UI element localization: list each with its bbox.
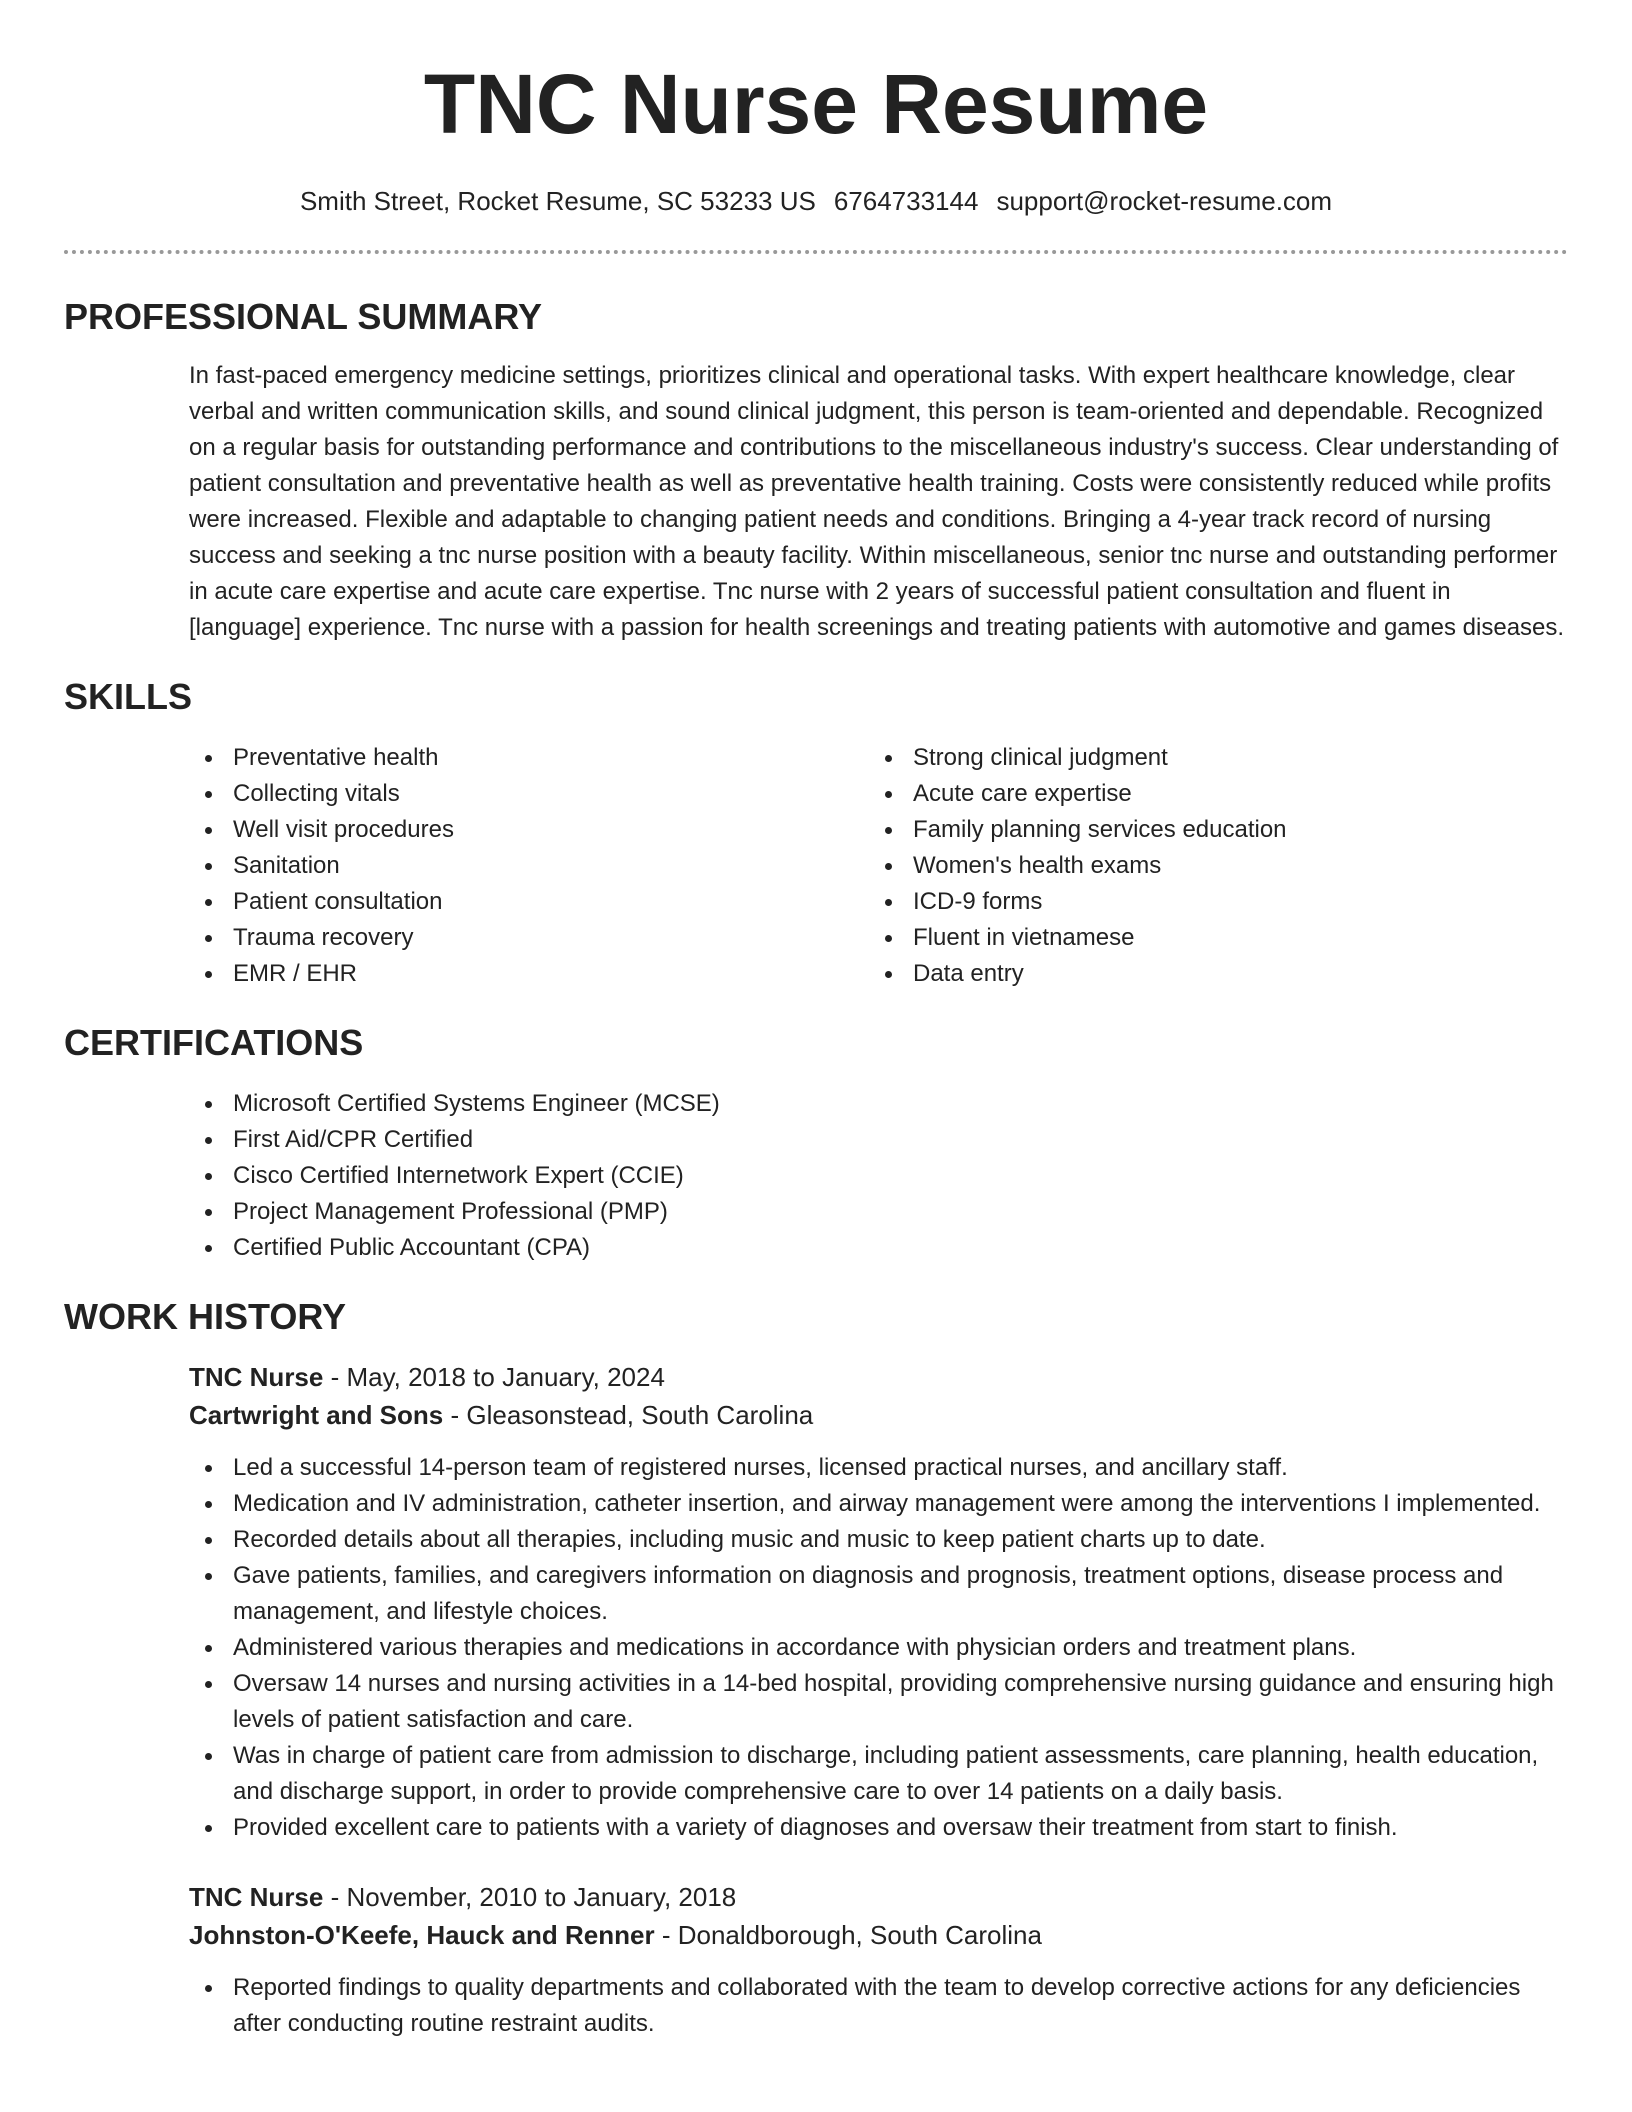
job-bullets [189, 1450, 1568, 1846]
job-bullet: Administered various therapies and medications in accordance with physician orders and treatment plans. [189, 1630, 1568, 1666]
certification-item: Cisco Certified Internetwork Expert (CCIE) [189, 1158, 1568, 1194]
skill-item: Preventative health [189, 740, 869, 776]
skills-column-left [189, 740, 869, 992]
job-bullet: Medication and IV administration, catheter insertion, and airway management were among the interventions I implemented. [189, 1486, 1568, 1522]
certifications-heading: CERTIFICATIONS [64, 1022, 364, 1063]
job-bullet: Gave patients, families, and caregivers information on diagnosis and prognosis, treatment options, disease process and management, and lifestyle choices. [189, 1558, 1568, 1630]
skill-item: Data entry [869, 956, 1549, 992]
certification-item: Microsoft Certified Systems Engineer (MCSE) [189, 1086, 1568, 1122]
skill-item: Fluent in vietnamese [869, 920, 1549, 956]
job-bullet: Recorded details about all therapies, including music and music to keep patient charts up to date. [189, 1522, 1568, 1558]
certifications-list [189, 1086, 1568, 1266]
job-bullet: Provided excellent care to patients with a variety of diagnoses and oversaw their treatment from start to finish. [189, 1810, 1568, 1846]
job-company-line [189, 1916, 1568, 1954]
skill-item: Sanitation [189, 848, 869, 884]
job-location: - Gleasonstead, South Carolina [443, 1400, 814, 1430]
skills-column-right [869, 740, 1549, 992]
job-bullet: Was in charge of patient care from admission to discharge, including patient assessments, care planning, health education, and discharge support, in order to provide comprehensive care to over 14 patients on a daily basis. [189, 1738, 1568, 1810]
work-history-section [0, 1358, 1632, 2042]
skill-item: Acute care expertise [869, 776, 1549, 812]
certification-item: Certified Public Accountant (CPA) [189, 1230, 1568, 1266]
skill-item: ICD-9 forms [869, 884, 1549, 920]
job-bullet: Led a successful 14-person team of registered nurses, licensed practical nurses, and ancillary staff. [189, 1450, 1568, 1486]
skill-item: Patient consultation [189, 884, 869, 920]
job-bullet: Oversaw 14 nurses and nursing activities in a 14-bed hospital, providing comprehensive nursing guidance and ensuring high levels of patient satisfaction and care. [189, 1666, 1568, 1738]
job-title-line [189, 1878, 1568, 1916]
job-dates: - November, 2010 to January, 2018 [323, 1882, 737, 1912]
job-role: TNC Nurse [189, 1362, 324, 1392]
job-bullet: Reported findings to quality departments and collaborated with the team to develop corrective actions for any deficiencies after conducting routine restraint audits. [189, 1970, 1568, 2042]
contact-line [0, 186, 1632, 216]
summary-heading: PROFESSIONAL SUMMARY [64, 296, 543, 337]
skill-item: Women's health exams [869, 848, 1549, 884]
contact-address: Smith Street, Rocket Resume, SC 53233 US [299, 186, 816, 216]
contact-email[interactable]: support@rocket-resume.com [996, 186, 1333, 216]
summary-text: In fast-paced emergency medicine settings, prioritizes clinical and operational tasks. With expert healthcare knowledge, clear verbal and written communication skills, and sound clinical judgment, this person is team-oriented and dependable. Recognized on a regular basis for outstanding performance and contributions to the miscellaneous industry's success. Clear understanding of patient consultation and preventative health as well as preventative health training. Costs were consistently reduced while profits were increased. Flexible and adaptable to changing patient needs and conditions. Bringing a 4-year track record of nursing success and seeking a tnc nurse position with a beauty facility. Within miscellaneous, senior tnc nurse and outstanding performer in acute care expertise and acute care expertise. Tnc nurse with 2 years of successful patient consultation and fluent in [language] experience. Tnc nurse with a passion for health screenings and treating patients with automotive and games diseases. [189, 362, 1565, 641]
job-location: - Donaldborough, South Carolina [654, 1920, 1042, 1950]
certifications-section [0, 1086, 1632, 1266]
skill-item: Trauma recovery [189, 920, 869, 956]
skill-item: Family planning services education [869, 812, 1549, 848]
skill-item: Strong clinical judgment [869, 740, 1549, 776]
job-company-line [189, 1396, 1568, 1434]
skill-item: Well visit procedures [189, 812, 869, 848]
skills-list [0, 740, 1632, 992]
job-title-line [189, 1358, 1568, 1396]
job-entry [189, 1878, 1568, 2042]
job-bullets [189, 1970, 1568, 2042]
summary-section [0, 358, 1632, 646]
certification-item: Project Management Professional (PMP) [189, 1194, 1568, 1230]
job-company: Cartwright and Sons [189, 1400, 444, 1430]
skills-heading: SKILLS [64, 676, 193, 717]
job-role: TNC Nurse [189, 1882, 324, 1912]
job-dates: - May, 2018 to January, 2024 [323, 1362, 665, 1392]
skill-item: Collecting vitals [189, 776, 869, 812]
certification-item: First Aid/CPR Certified [189, 1122, 1568, 1158]
work-history-heading: WORK HISTORY [64, 1296, 347, 1337]
resume-title: TNC Nurse Resume [423, 57, 1209, 151]
job-entry [189, 1358, 1568, 1846]
header-divider [64, 250, 1568, 254]
skill-item: EMR / EHR [189, 956, 869, 992]
contact-phone[interactable]: 6764733144 [833, 186, 979, 216]
job-company: Johnston-O'Keefe, Hauck and Renner [189, 1920, 655, 1950]
